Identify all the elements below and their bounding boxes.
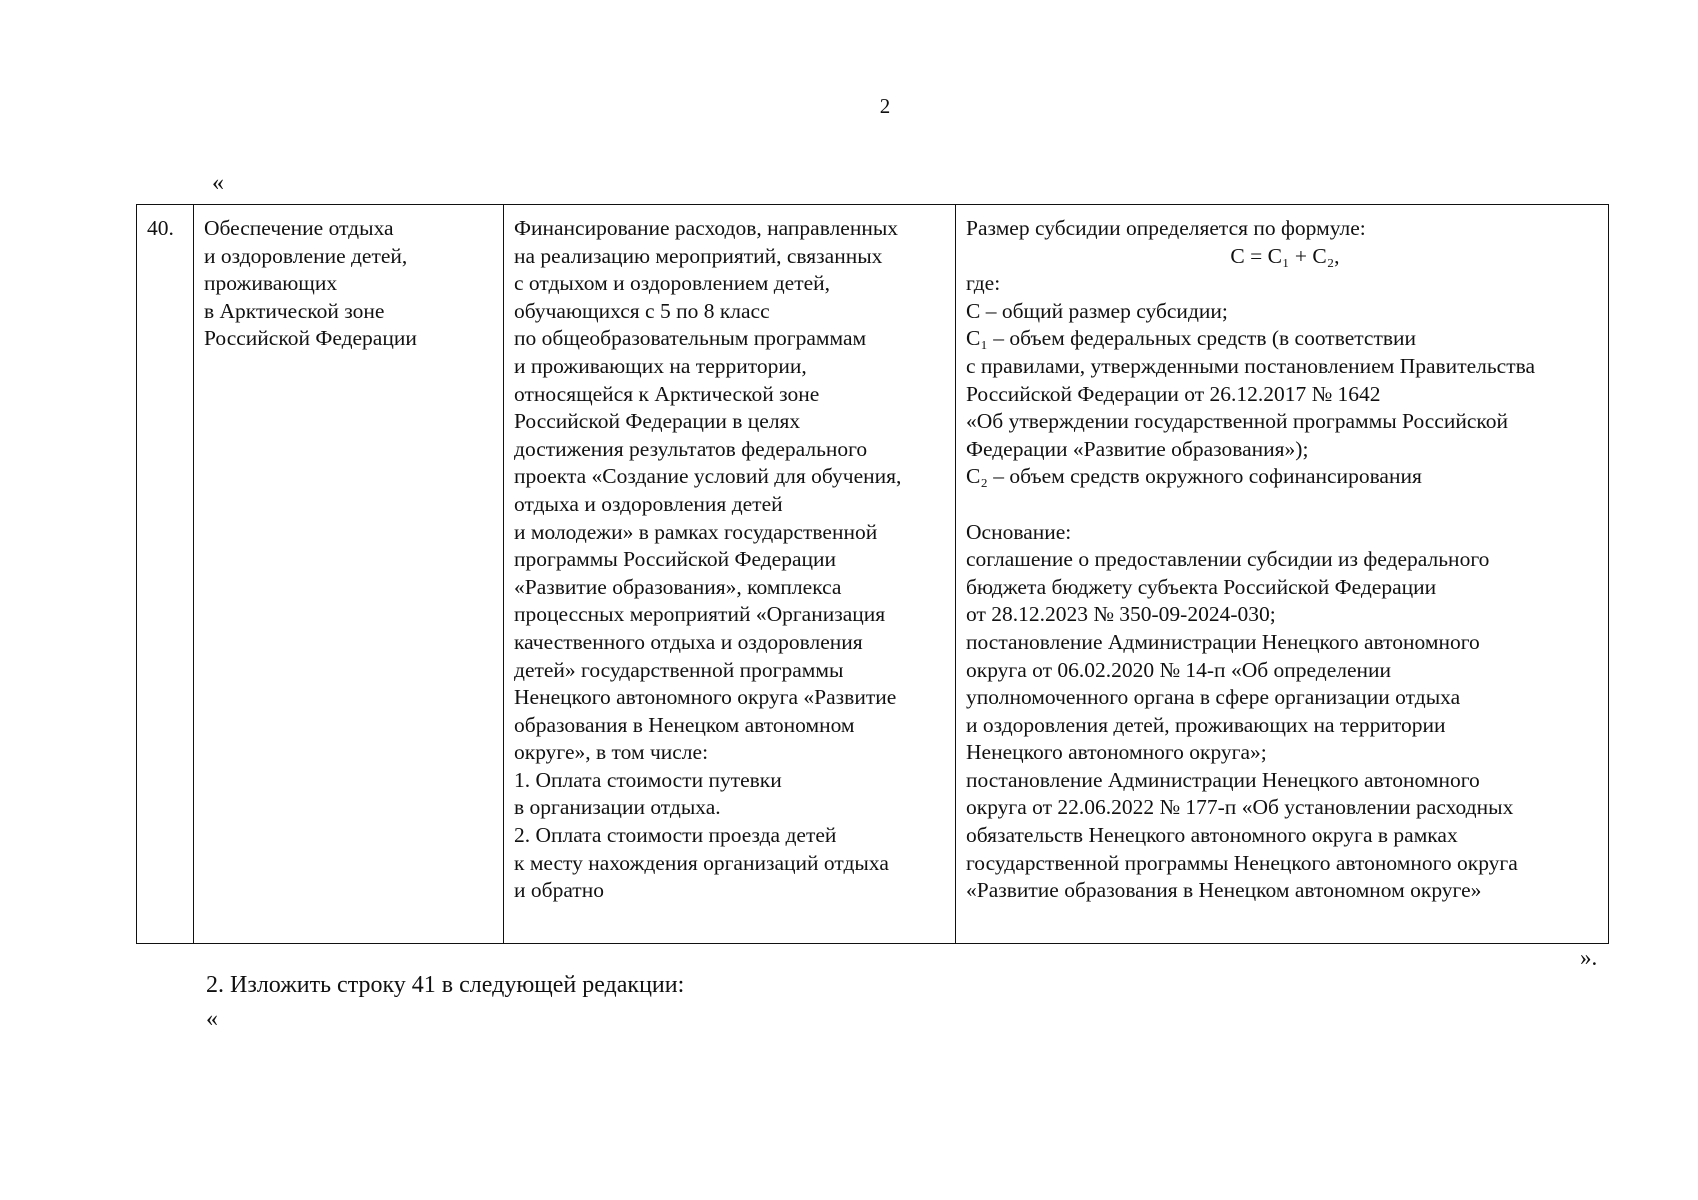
basis-line: государственной программы Ненецкого автономного округа (966, 850, 1518, 875)
purpose-line: и молодежи» в рамках государственной (514, 519, 878, 544)
purpose-line: и проживающих на территории, (514, 353, 807, 378)
formula-line: Федерации «Развитие образования»); (966, 436, 1309, 461)
formula-line: С – общий размер субсидии; (966, 298, 1228, 323)
row-table (136, 204, 1609, 944)
purpose-line: образования в Ненецком автономном (514, 712, 855, 737)
basis-line: уполномоченного органа в сфере организации отдыха (966, 685, 1461, 710)
table-row (137, 205, 1609, 944)
purpose-line: Российской Федерации в целях (514, 409, 801, 434)
purpose-line: Ненецкого автономного округа «Развитие (514, 685, 897, 710)
formula-line: «Об утверждении государственной программы Российской (966, 409, 1508, 434)
purpose-line: относящейся к Арктической зоне (514, 381, 820, 406)
purpose-line: и обратно (514, 878, 604, 903)
purpose-line: с отдыхом и оздоровлением детей, (514, 271, 831, 296)
formula-line: с правилами, утвержденными постановлением Правительства (966, 353, 1536, 378)
purpose-line: отдыха и оздоровления детей (514, 491, 783, 516)
basis-line: и оздоровления детей, проживающих на территории (966, 712, 1446, 737)
name-line: в Арктической зоне (204, 298, 385, 323)
purpose-line: Финансирование расходов, направленных (514, 216, 899, 240)
spacer (966, 491, 1604, 519)
purpose-line: на реализацию мероприятий, связанных (514, 243, 883, 268)
purpose-line: по общеобразовательным программам (514, 326, 867, 351)
closing-quote: ». (1580, 945, 1598, 970)
row-number-cell (137, 205, 194, 944)
basis-line: округа от 06.02.2020 № 14-п «Об определении (966, 657, 1392, 682)
purpose-line: обучающихся с 5 по 8 класс (514, 298, 770, 323)
name-line: Обеспечение отдыха (204, 216, 394, 240)
basis-line: Основание: (966, 519, 1072, 544)
row-purpose-cell (504, 205, 956, 944)
purpose-line: в организации отдыха. (514, 795, 721, 820)
row-number: 40. (147, 216, 174, 240)
basis-line: обязательств Ненецкого автономного округа в рамках (966, 823, 1458, 848)
formula-line: С₂ – объем средств окружного софинансирования (966, 464, 1422, 489)
basis-line: от 28.12.2023 № 350-09-2024-030; (966, 602, 1276, 627)
purpose-line: 1. Оплата стоимости путевки (514, 767, 782, 792)
row-formula-cell (956, 205, 1609, 944)
row-name-cell (194, 205, 504, 944)
formula-line: где: (966, 271, 1001, 296)
basis-line: соглашение о предоставлении субсидии из федерального (966, 547, 1490, 572)
basis-line: округа от 22.06.2022 № 177-п «Об установлении расходных (966, 795, 1514, 820)
purpose-line: «Развитие образования», комплекса (514, 574, 842, 599)
purpose-line: проекта «Создание условий для обучения, (514, 464, 902, 489)
purpose-line: достижения результатов федерального (514, 436, 868, 461)
basis-line: постановление Администрации Ненецкого автономного (966, 767, 1480, 792)
formula: С = С₁ + С₂, (1230, 243, 1340, 268)
instruction-text: 2. Изложить строку 41 в следующей редакции: (206, 972, 685, 998)
purpose-line: программы Российской Федерации (514, 547, 837, 572)
formula-line: С₁ – объем федеральных средств (в соответствии (966, 326, 1417, 351)
purpose-line: качественного отдыха и оздоровления (514, 629, 863, 654)
basis-line: Ненецкого автономного округа»; (966, 740, 1267, 765)
purpose-line: процессных мероприятий «Организация (514, 602, 886, 627)
basis-line: постановление Администрации Ненецкого автономного (966, 629, 1480, 654)
name-line: Российской Федерации (204, 326, 417, 351)
formula-intro: Размер субсидии определяется по формуле: (966, 216, 1366, 240)
formula-line: Российской Федерации от 26.12.2017 № 1642 (966, 381, 1381, 406)
basis-line: «Развитие образования в Ненецком автономном округе» (966, 878, 1482, 903)
purpose-line: 2. Оплата стоимости проезда детей (514, 823, 837, 848)
name-line: и оздоровление детей, (204, 243, 408, 268)
opening-quote: « (212, 170, 224, 196)
basis-line: бюджета бюджету субъекта Российской Федерации (966, 574, 1437, 599)
name-line: проживающих (204, 271, 338, 296)
purpose-line: округе», в том числе: (514, 740, 709, 765)
opening-quote-bottom: « (206, 1006, 218, 1032)
purpose-line: к месту нахождения организаций отдыха (514, 850, 889, 875)
page-number: 2 (879, 94, 891, 118)
purpose-line: детей» государственной программы (514, 657, 844, 682)
